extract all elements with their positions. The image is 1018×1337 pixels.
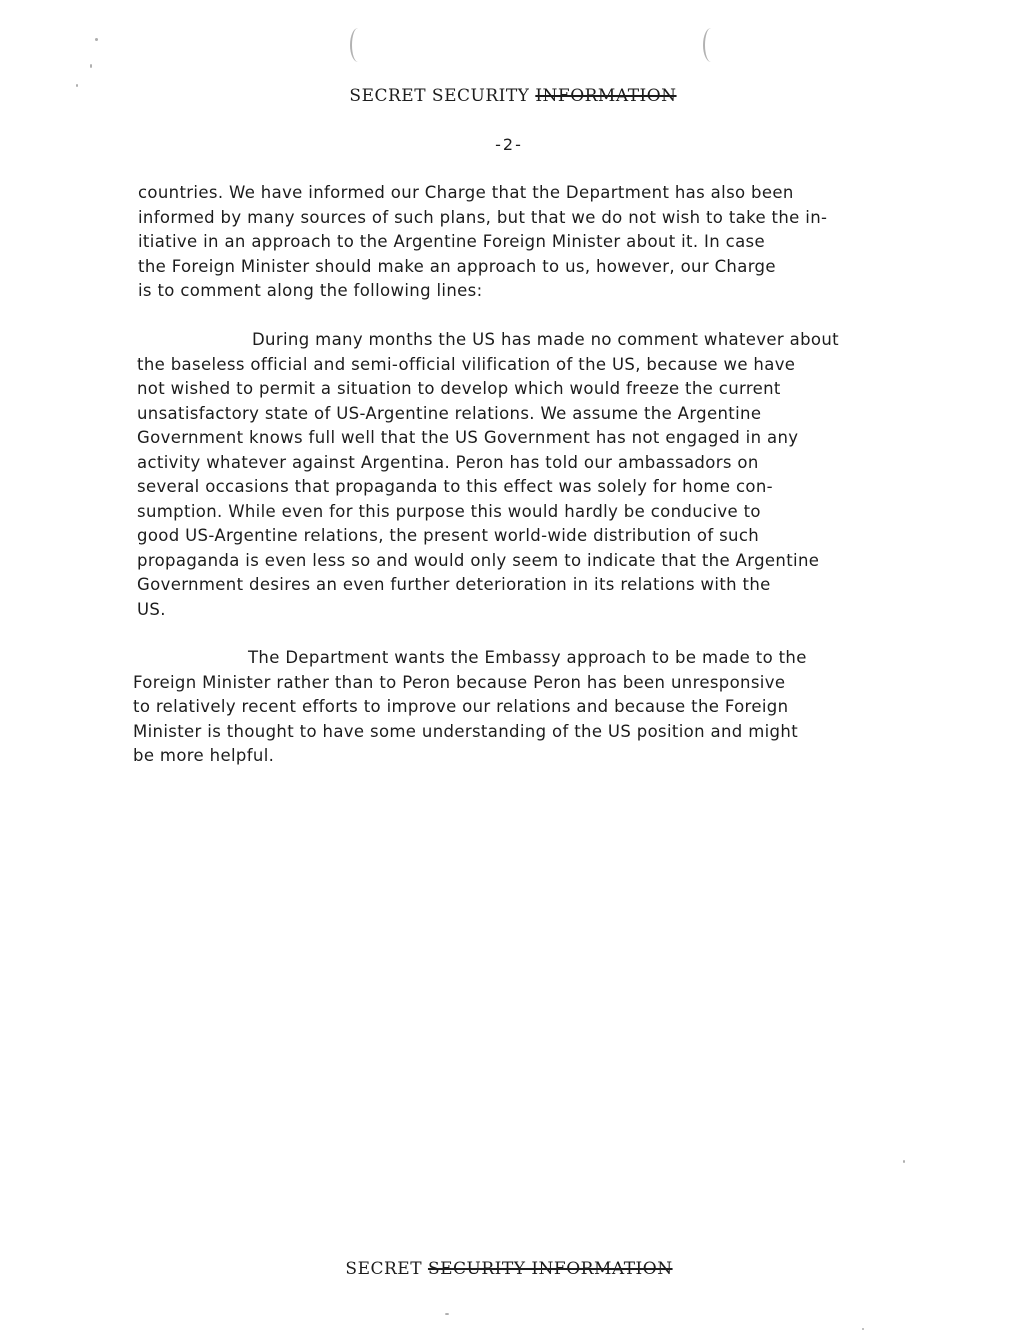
text-line: activity whatever against Argentina. Peron has told our ambassadors on (137, 452, 759, 472)
text-line: sumption. While even for this purpose this would hardly be conducive to (137, 501, 761, 521)
text-line: propaganda is even less so and would only seem to indicate that the Argentine (137, 550, 820, 570)
body-paragraph-3 (133, 646, 807, 769)
punch-hole-mark (703, 28, 719, 62)
text-line: unsatisfactory state of US-Argentine relations. We assume the Argentine (137, 403, 762, 423)
text-line: During many months the US has made no comment whatever about (252, 330, 840, 349)
text-line: good US-Argentine relations, the present world-wide distribution of such (137, 526, 760, 545)
text-line: Foreign Minister rather than to Peron because Peron has been unresponsive (133, 672, 786, 692)
text-line: the Foreign Minister should make an approach to us, however, our Charge (138, 256, 776, 276)
scan-speck (95, 38, 98, 41)
text-line: to relatively recent efforts to improve our relations and because the Foreign (133, 697, 789, 716)
text-line: is to comment along the following lines: (138, 281, 483, 300)
text-line: informed by many sources of such plans, but that we do not wish to take the in- (138, 207, 828, 227)
text-line: The Department wants the Embassy approach to be made to the (248, 648, 807, 667)
page-number: -2- (495, 135, 523, 154)
text-line: the baseless official and semi-official vilification of the US, because we have (137, 354, 796, 374)
text-line: be more helpful. (133, 746, 275, 765)
body-paragraph-2 (137, 328, 839, 622)
classification-header (4, 86, 1018, 106)
text-line: several occasions that propaganda to this effect was solely for home con- (137, 477, 773, 496)
classification-header-struck: INFORMATION (535, 86, 677, 106)
scan-speck (862, 1328, 864, 1330)
body-paragraph-1 (138, 181, 827, 304)
scan-speck (903, 1160, 905, 1163)
punch-hole-mark (350, 28, 366, 62)
classification-footer (0, 1259, 1018, 1279)
text-line: countries. We have informed our Charge that the Department has also been (138, 183, 794, 202)
text-line: US. (137, 599, 166, 619)
scan-speck (445, 1313, 449, 1315)
text-line: Government knows full well that the US Government has not engaged in any (137, 428, 799, 447)
classification-footer-plain: SECRET (345, 1259, 423, 1279)
text-line: Minister is thought to have some understanding of the US position and might (133, 721, 799, 741)
scan-speck (90, 64, 92, 68)
classification-footer-struck: SECURITY INFORMATION (427, 1259, 673, 1279)
text-line: not wished to permit a situation to develop which would freeze the current (137, 379, 781, 398)
classification-header-plain: SECRET SECURITY (349, 86, 530, 106)
text-line: Government desires an even further deterioration in its relations with the (137, 575, 771, 594)
text-line: itiative in an approach to the Argentine Foreign Minister about it. In case (138, 232, 766, 251)
